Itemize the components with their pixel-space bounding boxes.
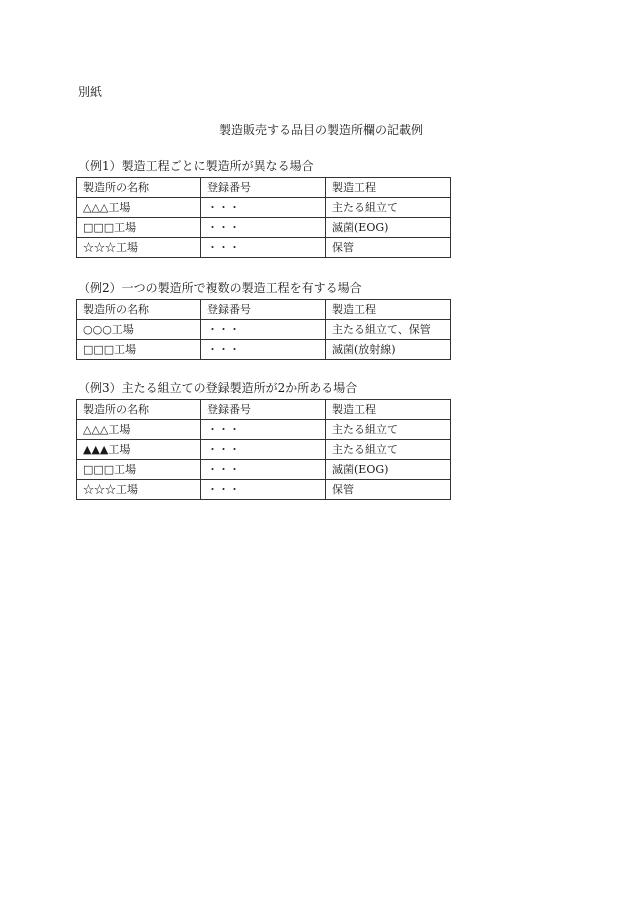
- site-name-cell: □□□工場: [77, 460, 201, 480]
- header-registration-number: 登録番号: [201, 178, 326, 198]
- example-title: （例3）主たる組立ての登録製造所が2か所ある場合: [78, 381, 358, 395]
- table-header-row: [77, 400, 451, 420]
- registration-number-cell: ・・・: [201, 218, 326, 238]
- registration-number-cell: ・・・: [201, 460, 326, 480]
- registration-number-cell: ・・・: [201, 480, 326, 500]
- example-1: [76, 159, 450, 258]
- process-cell: 主たる組立て、保管: [326, 320, 451, 340]
- example-3: [76, 381, 450, 500]
- site-name-cell: △△△工場: [77, 198, 201, 218]
- site-name-cell: ☆☆☆工場: [77, 238, 201, 258]
- site-name-cell: ☆☆☆工場: [77, 480, 201, 500]
- process-cell: 保管: [326, 238, 451, 258]
- header-site-name: 製造所の名称: [77, 400, 201, 420]
- site-name-cell: ▲▲▲工場: [77, 440, 201, 460]
- example-title: （例2）一つの製造所で複数の製造工程を有する場合: [78, 281, 362, 295]
- manufacturing-site-table: [76, 399, 451, 500]
- header-registration-number: 登録番号: [201, 400, 326, 420]
- table-row: [77, 420, 451, 440]
- table-row: [77, 238, 451, 258]
- table-header-row: [77, 178, 451, 198]
- process-cell: 滅菌(EOG): [326, 460, 451, 480]
- registration-number-cell: ・・・: [201, 238, 326, 258]
- header-registration-number: 登録番号: [201, 300, 326, 320]
- header-process: 製造工程: [326, 178, 451, 198]
- table-row: [77, 480, 451, 500]
- example-2: [76, 281, 450, 360]
- registration-number-cell: ・・・: [201, 198, 326, 218]
- header-process: 製造工程: [326, 300, 451, 320]
- registration-number-cell: ・・・: [201, 320, 326, 340]
- process-cell: 主たる組立て: [326, 440, 451, 460]
- document-title: 製造販売する品目の製造所欄の記載例: [218, 123, 423, 137]
- table-row: [77, 198, 451, 218]
- table-row: [77, 440, 451, 460]
- manufacturing-site-table: [76, 177, 451, 258]
- registration-number-cell: ・・・: [201, 420, 326, 440]
- site-name-cell: □□□工場: [77, 340, 201, 360]
- attachment-label: 別紙: [78, 85, 103, 99]
- manufacturing-site-table: [76, 299, 451, 360]
- site-name-cell: △△△工場: [77, 420, 201, 440]
- table-row: [77, 460, 451, 480]
- process-cell: 保管: [326, 480, 451, 500]
- site-name-cell: ○○○工場: [77, 320, 201, 340]
- header-site-name: 製造所の名称: [77, 300, 201, 320]
- process-cell: 滅菌(EOG): [326, 218, 451, 238]
- table-row: [77, 340, 451, 360]
- process-cell: 主たる組立て: [326, 198, 451, 218]
- header-process: 製造工程: [326, 400, 451, 420]
- registration-number-cell: ・・・: [201, 340, 326, 360]
- process-cell: 滅菌(放射線): [326, 340, 451, 360]
- example-title: （例1）製造工程ごとに製造所が異なる場合: [78, 159, 314, 173]
- table-header-row: [77, 300, 451, 320]
- table-row: [77, 320, 451, 340]
- site-name-cell: □□□工場: [77, 218, 201, 238]
- registration-number-cell: ・・・: [201, 440, 326, 460]
- table-row: [77, 218, 451, 238]
- header-site-name: 製造所の名称: [77, 178, 201, 198]
- process-cell: 主たる組立て: [326, 420, 451, 440]
